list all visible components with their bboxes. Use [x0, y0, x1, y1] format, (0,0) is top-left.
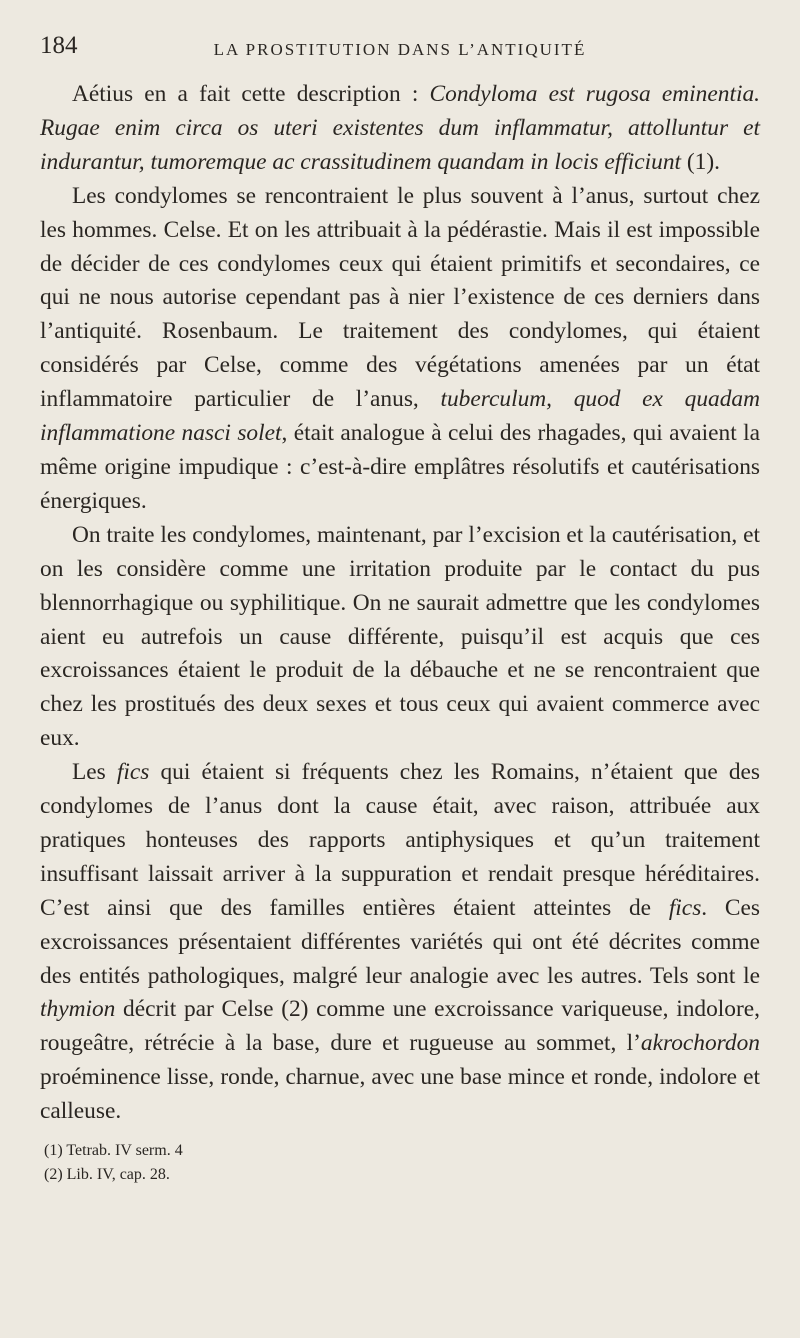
footnote: (2) Lib. IV, cap. 28. — [44, 1166, 170, 1184]
italic-text: fics — [668, 894, 702, 921]
text-run: (1). — [681, 148, 721, 175]
italic-text: fics — [116, 759, 150, 786]
paragraph — [40, 519, 760, 756]
running-head — [40, 32, 760, 78]
italic-text: Condyloma est rugosa eminentia. Rugae enim circa os uteri existentes dum inflammatur, attolluntur et indurantur, tumoremque ac crassitudinem quandam in locis efficiunt — [40, 81, 760, 175]
paragraph — [40, 180, 760, 519]
paragraph — [40, 756, 760, 1129]
body-text — [40, 78, 760, 1129]
paragraph — [40, 78, 760, 180]
italic-text: thymion — [40, 996, 116, 1023]
running-title: LA PROSTITUTION DANS L’ANTIQUITÉ — [213, 40, 587, 59]
italic-text: tuberculum, quod ex quadam inflammatione nasci solet — [40, 386, 760, 447]
text-run: décrit par Celse (2) comme une excroissance variqueuse, indolore, rougeâtre, rétrécie à la base, dure et rugueuse au sommet, l’ — [40, 996, 760, 1057]
text-run: Les condylomes se rencontraient le plus souvent à l’anus, surtout chez les hommes. Celse. Et on les attribuait à la pédérastie. Mais il est impossible de décider de ces condylomes ceux qui étaient primitifs et secondaires, ce qui ne nous autorise cependant pas à nier l’existence de ces derniers dans l’antiquité. Rosenbaum. Le traitement des condylomes, qui étaient considérés par Celse, comme des végétations amenées par un état inflammatoire particulier de l’anus, — [40, 182, 760, 413]
text-run: proéminence lisse, ronde, charnue, avec une base mince et ronde, indolore et calleuse. — [40, 1064, 760, 1125]
footnote: (1) Tetrab. IV serm. 4 — [44, 1142, 183, 1160]
text-run: , était analogue à celui des rhagades, qui avaient la même origine impudique : c’est-à-dire emplâtres résolutifs et cautérisations énergiques. — [40, 420, 760, 514]
footnotes — [40, 1139, 760, 1187]
text-run: On traite les condylomes, maintenant, par l’excision et la cautérisation, et on les considère comme une irritation produite par le contact du pus blennorrhagique ou syphilitique. On ne saurait admettre que les condylomes aient eu autrefois un cause différente, puisqu’il est acquis que ces excroissances étaient le produit de la débauche et ne se rencontraient que chez les prostitués des deux sexes et tous ceux qui avaient commerce avec eux. — [40, 521, 760, 752]
page-number: 184 — [40, 32, 78, 59]
text-run: Aétius en a fait cette description : — [72, 81, 430, 107]
text-run: qui étaient si fréquents chez les Romains, n’étaient que des condylomes de l’anus dont la cause était, avec raison, attribuée aux pratiques honteuses des rapports antiphysiques et qu’un traitement insuffisant laissait arriver à la suppuration et rendait presque héréditaires. C’est ainsi que des familles entières étaient atteintes de — [40, 759, 760, 921]
text-run: . Ces excroissances présentaient différentes variétés qui ont été décrites comme des entités pathologiques, malgré leur analogie avec les autres. Tels sont le — [40, 894, 760, 989]
text-run: Les — [72, 759, 117, 786]
italic-text: akrochordon — [640, 1030, 760, 1057]
